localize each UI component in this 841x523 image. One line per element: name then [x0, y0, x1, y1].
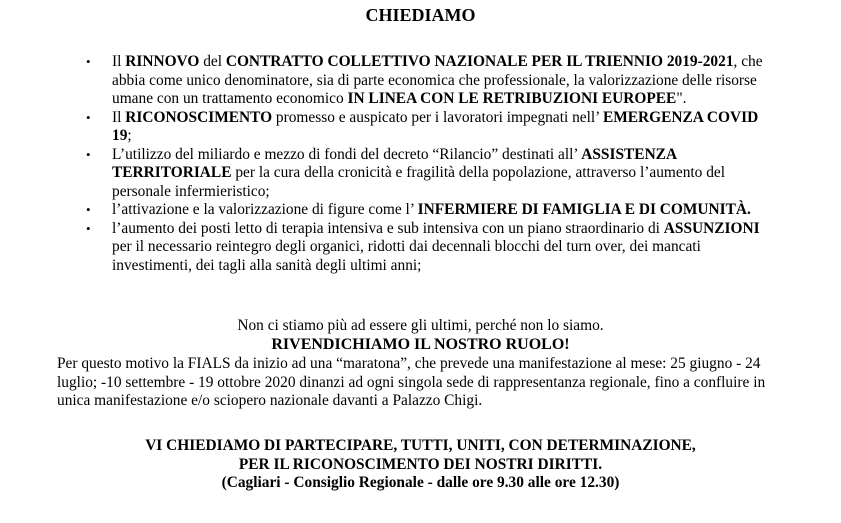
- request-text: ;: [127, 127, 132, 144]
- request-text: l’aumento dei posti letto di terapia intensiva e sub intensiva con un piano straordinario di: [112, 219, 664, 237]
- request-text: ".: [676, 90, 687, 107]
- request-text: l’attivazione e la valorizzazione di figure come l’: [112, 201, 418, 218]
- request-item: [80, 109, 780, 146]
- request-text: del: [199, 53, 226, 70]
- request-item: [80, 53, 780, 109]
- request-item: [80, 146, 780, 202]
- request-text: Il: [112, 108, 126, 126]
- call-line-1: VI CHIEDIAMO DI PARTECIPARE, TUTTI, UNITI, CON DETERMINAZIONE,: [145, 437, 696, 454]
- call-line-2: PER IL RICONOSCIMENTO DEI NOSTRI DIRITTI.: [238, 455, 603, 473]
- request-text: L’utilizzo del miliardo e mezzo di fondi del decreto “Rilancio” destinati all’: [112, 145, 582, 163]
- bullet-icon: •: [86, 220, 91, 236]
- call-line-3: (Cagliari - Consiglio Regionale - dalle ore 9.30 alle ore 12.30): [221, 474, 620, 491]
- request-text: Il: [112, 53, 126, 70]
- request-text: promesso e auspicato per i lavoratori impegnati nell’: [272, 108, 603, 126]
- requests-list: [80, 53, 780, 275]
- request-emphasis: RICONOSCIMENTO: [125, 108, 273, 126]
- request-emphasis: ASSISTENZA TERRITORIALE: [112, 145, 677, 181]
- request-emphasis: EMERGENZA COVID 19: [112, 108, 759, 144]
- bullet-icon: •: [86, 146, 91, 162]
- bullet-icon: •: [86, 202, 91, 217]
- maratona-paragraph: Per questo motivo la FIALS da inizio ad una “maratona”, che prevede una manifestazione al mese: 25 giugno - 24 luglio; -10 settembre - 19 ottobre 2020 dinanzi ad ogni singola sede di rappresentanza regionale, fino a confluire in unica manifestazione e/o sciopero nazionale davanti a Palazzo Chigi.: [57, 355, 766, 409]
- closing-claim: RIVENDICHIAMO IL NOSTRO RUOLO!: [271, 335, 570, 353]
- request-emphasis: INFERMIERE DI FAMIGLIA E DI COMUNITÀ.: [417, 201, 751, 218]
- request-text: per la cura della cronicità e fragilità della popolazione, attraverso l’aumento del personale infermieristico;: [112, 164, 726, 200]
- closing-block: [0, 317, 841, 354]
- request-emphasis: ASSUNZIONI: [663, 219, 760, 237]
- request-emphasis: IN LINEA CON LE RETRIBUZIONI EUROPEE: [347, 90, 677, 107]
- request-emphasis: RINNOVO: [125, 53, 200, 70]
- request-emphasis: CONTRATTO COLLETTIVO NAZIONALE PER IL TRIENNIO 2019-2021: [225, 53, 734, 70]
- request-item: [80, 201, 780, 220]
- page-title: CHIEDIAMO: [365, 5, 476, 25]
- bullet-icon: •: [86, 109, 91, 125]
- closing-statement: Non ci stiamo più ad essere gli ultimi, perché non lo siamo.: [237, 317, 604, 334]
- request-text: , che abbia come unico denominatore, sia di parte economica che professionale, la valorizzazione delle risorse umane con un trattamento economico: [112, 53, 763, 107]
- call-to-action: [0, 437, 841, 493]
- bullet-icon: •: [86, 54, 91, 69]
- request-item: [80, 220, 780, 276]
- request-text: per il necessario reintegro degli organici, ridotti dai decennali blocchi del turn over, dei mancati investimenti, dei tagli alla sanità degli ultimi anni;: [112, 238, 701, 274]
